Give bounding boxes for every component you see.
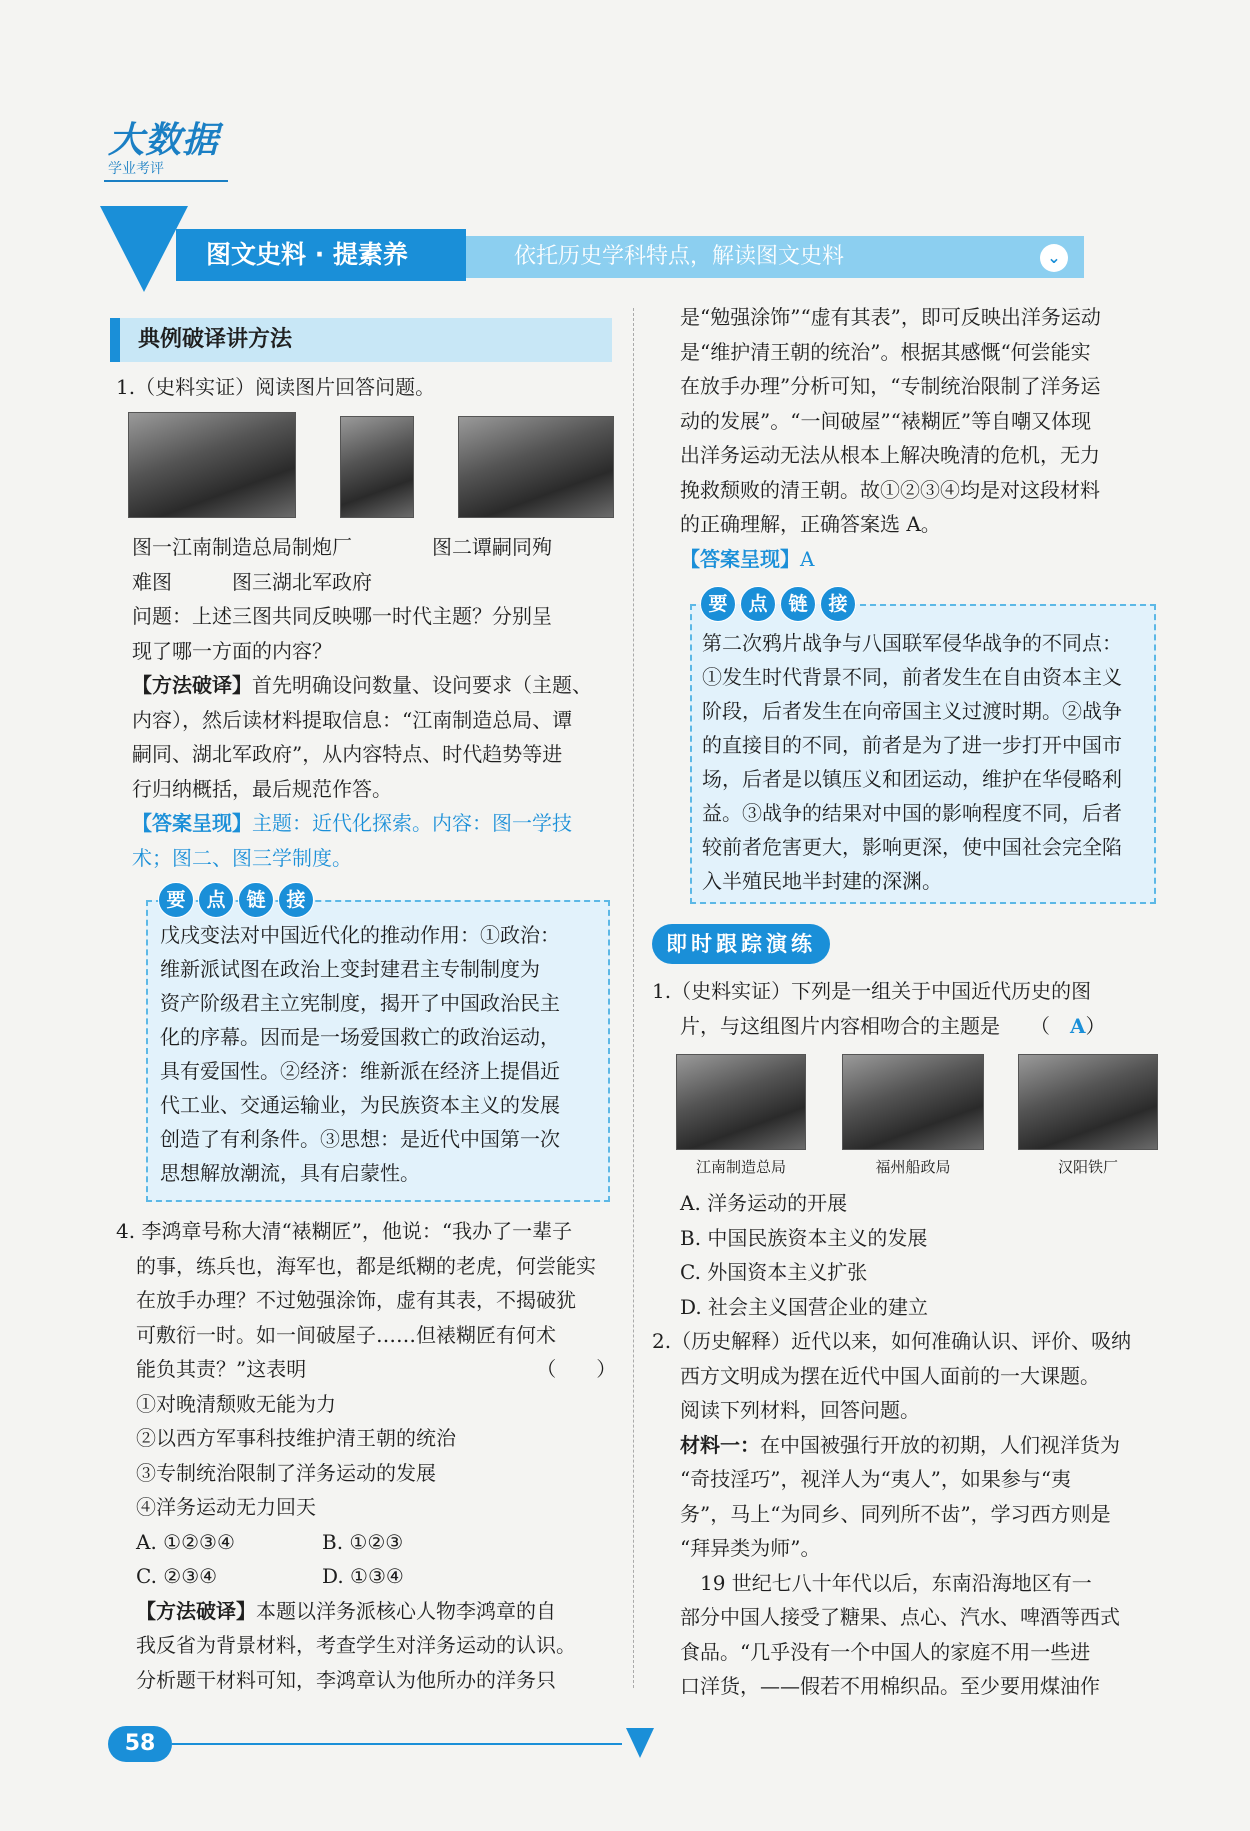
- q2-material-line: “拜异类为师”。: [680, 1536, 821, 1560]
- chevron-down-icon[interactable]: ⌄: [1040, 244, 1068, 272]
- photo-hanyang-ironworks: [1018, 1054, 1158, 1150]
- material-text: 在中国被强行开放的初期，人们视洋货为: [760, 1432, 1120, 1457]
- q2-paragraph-line: 部分中国人接受了糖果、点心、汽水、啤酒等西式: [680, 1605, 1120, 1629]
- q2-material-line: “奇技淫巧”，视洋人为“夷人”，如果参与“夷: [680, 1467, 1072, 1491]
- left-q1: [116, 370, 624, 405]
- banner-subtitle: 依托历史学科特点，解读图文史料: [466, 236, 1084, 278]
- key-point-line: 代工业、交通运输业，为民族资本主义的发展: [160, 1093, 560, 1117]
- photo-hubei-government: [458, 416, 614, 518]
- q1-stem-line: 1.（史料实证）下列是一组关于中国近代历史的图: [652, 979, 1092, 1003]
- q4-stem-line: 可敷衍一时。如一间破屋子……但裱糊匠有何术: [136, 1322, 556, 1347]
- key-point-line: 资产阶级君主立宪制度，揭开了中国政治民主: [160, 991, 560, 1015]
- answer-label: 【答案呈现】: [680, 546, 800, 571]
- key-point-line: 场，后者是以镇压义和团运动，维护在华侵略利: [702, 767, 1122, 791]
- caption-jiangnan: 江南制造总局: [695, 1158, 786, 1176]
- q1-method-line: 嗣同、湖北军政府”，从内容特点、时代趋势等进: [132, 742, 563, 766]
- q1-question-line: 现了哪一方面的内容？: [132, 638, 332, 663]
- key-point-line: ①发生时代背景不同，前者发生在自由资本主义: [702, 665, 1122, 689]
- right-q2: [652, 1324, 1174, 1704]
- q1-caption-line: 难图 图三湖北军政府: [132, 569, 372, 594]
- tag-char: 点: [740, 586, 776, 622]
- key-points-tag-2: [700, 586, 856, 622]
- q1-option-c[interactable]: C. 外国资本主义扩张: [680, 1260, 868, 1284]
- brand-logo-subtitle: 学业考评: [108, 161, 164, 177]
- key-point-line: 益。③战争的结果对中国的影响程度不同，后者: [702, 801, 1122, 825]
- q4-stem-line: 的事，练兵也，海军也，都是纸糊的老虎，何尝能实: [136, 1253, 596, 1278]
- key-point-line: 阶段，后者发生在向帝国主义过渡时期。②战争: [702, 699, 1122, 723]
- caption-hanyang: 汉阳铁厂: [1057, 1158, 1118, 1176]
- section-title-examples: 典例破译讲方法: [110, 318, 612, 362]
- brand-logo-title: 大数据: [108, 120, 220, 161]
- q4-method-line: 我反省为背景材料，考查学生对洋务运动的认识。: [136, 1633, 576, 1657]
- key-point-line: 第二次鸦片战争与八国联军侵华战争的不同点：: [702, 631, 1122, 655]
- q1-stem-line: [652, 1009, 1172, 1044]
- q1-option-b[interactable]: B. 中国民族资本主义的发展: [680, 1225, 928, 1250]
- answer-line: [680, 542, 1170, 577]
- q1-heading: 1.（史料实证）阅读图片回答问题。: [116, 375, 436, 399]
- tag-char: 接: [278, 882, 314, 918]
- q2-material-line: 务”，马上“为同乡、同列所不齿”，学习西方则是: [680, 1501, 1111, 1526]
- q2-paragraph-line: 口洋货，——假若不用棉织品。至少要用煤油作: [680, 1674, 1100, 1698]
- tag-char: 点: [198, 882, 234, 918]
- key-point-line: 的直接目的不同，前者是为了进一步打开中国市: [702, 733, 1122, 757]
- caption-fuzhou: 福州船政局: [875, 1158, 951, 1176]
- photo-tan-sitong: [340, 416, 414, 518]
- q1-stem-text: 片，与这组图片内容相吻合的主题是 （: [680, 1013, 1070, 1038]
- q4-method-line: [116, 1594, 628, 1629]
- right-q1: [652, 974, 1172, 1043]
- banner-title: 图文史料 · 提素养: [176, 229, 466, 281]
- footer-line: [172, 1743, 622, 1745]
- photo-fuzhou-navy-yard: [842, 1054, 984, 1150]
- analysis-line: 挽救颓败的清王朝。故①②③④均是对这段材料: [680, 477, 1100, 502]
- tag-char: 要: [158, 882, 194, 918]
- q2-stem-line: 2.（历史解释）近代以来，如何准确认识、评价、吸纳: [652, 1329, 1132, 1353]
- key-point-line: 入半殖民地半封建的深渊。: [702, 869, 942, 893]
- method-label: 【方法破译】: [136, 1598, 256, 1623]
- photo-jiangnan-arsenal: [128, 412, 296, 518]
- q2-stem-line: 西方文明成为摆在近代中国人面前的一大课题。: [680, 1363, 1100, 1388]
- q1-answer-line: 术；图二、图三学制度。: [132, 845, 352, 870]
- q4-choice-row: [116, 1559, 628, 1594]
- v-emblem-icon: [100, 206, 188, 292]
- key-point-line: 戊戌变法对中国近代化的推动作用：①政治：: [160, 923, 560, 947]
- q4-choice-row: [116, 1525, 628, 1560]
- tag-char: 接: [820, 586, 856, 622]
- answer-text: 主题：近代化探索。内容：图一学技: [252, 811, 572, 835]
- tag-char: 要: [700, 586, 736, 622]
- q1-option-a[interactable]: A. 洋务运动的开展: [680, 1191, 848, 1215]
- q4-choice-b[interactable]: B. ①②③: [322, 1529, 404, 1554]
- method-text: 首先明确设问数量、设问要求（主题、: [252, 673, 592, 697]
- photo-jiangnan-arsenal-2: [676, 1054, 806, 1150]
- q1-method-line: 行归纳概括，最后规范作答。: [132, 776, 392, 801]
- logo-underline: [104, 180, 228, 182]
- key-point-line: 思想解放潮流，具有启蒙性。: [160, 1161, 420, 1185]
- q4-stem-line: 能负其责？”这表明 （ ）: [136, 1357, 617, 1381]
- answer-label: 【答案呈现】: [132, 811, 252, 835]
- q4-option: ③专制统治限制了洋务运动的发展: [136, 1460, 436, 1485]
- key-point-line: 较前者危害更大，影响更深，使中国社会完全陷: [702, 835, 1122, 859]
- q1-option-d[interactable]: D. 社会主义国营企业的建立: [680, 1294, 929, 1319]
- analysis-line: 是“维护清王朝的统治”。根据其感慨“何尝能实: [680, 339, 1091, 364]
- analysis-line: 出洋务运动无法从根本上解决晚清的危机，无力: [680, 443, 1100, 467]
- q1-method-line: [132, 668, 632, 703]
- q4-choice-a[interactable]: A. ①②③④: [136, 1529, 235, 1554]
- q1-caption-line: 图一江南制造总局制炮厂 图二谭嗣同殉: [132, 535, 552, 559]
- q1-close-paren: ）: [1085, 1013, 1106, 1038]
- q4-option: ④洋务运动无力回天: [136, 1495, 316, 1519]
- method-label: 【方法破译】: [132, 673, 252, 697]
- page-number: 58: [108, 1726, 172, 1762]
- q4-method-line: 分析题干材料可知，李鸿章认为他所办的洋务只: [136, 1667, 556, 1692]
- q4-stem-line: 4. 李鸿章号称大清“裱糊匠”，他说：“我办了一辈子: [116, 1219, 573, 1243]
- q4-stem-line: 在放手办理？不过勉强涂饰，虚有其表，不揭破犹: [136, 1288, 576, 1312]
- q1-method-line: 内容），然后读材料提取信息：“江南制造总局、谭: [132, 707, 573, 732]
- key-point-line: 创造了有利条件。③思想：是近代中国第一次: [160, 1127, 560, 1151]
- material-label: 材料一：: [680, 1432, 760, 1457]
- analysis-line: 的正确理解，正确答案选 A。: [680, 512, 941, 536]
- q2-material-line: [652, 1428, 1174, 1463]
- q1-answer: A: [1070, 1013, 1086, 1038]
- key-point-line: 化的序幕。因而是一场爱国救亡的政治运动，: [160, 1025, 560, 1049]
- q4-choice-c[interactable]: C. ②③④: [136, 1564, 218, 1588]
- key-points-box-2: [690, 604, 1156, 904]
- key-points-tag-1: [158, 882, 314, 918]
- analysis-line: 是“勉强涂饰”“虚有其表”，即可反映出洋务运动: [680, 305, 1101, 329]
- tag-char: 链: [780, 586, 816, 622]
- analysis-line: 动的发展”。“一间破屋”“裱糊匠”等自嘲又体现: [680, 408, 1092, 433]
- right-continuation: [680, 300, 1170, 576]
- q1-question-line: 问题：上述三图共同反映哪一时代主题？分别呈: [132, 604, 552, 628]
- q4-option: ①对晚清颓败无能为力: [136, 1391, 336, 1416]
- q2-stem-line: 阅读下列材料，回答问题。: [680, 1398, 920, 1422]
- key-point-line: 维新派试图在政治上变封建君主专制制度为: [160, 957, 540, 981]
- method-text: 本题以洋务派核心人物李鸿章的自: [256, 1598, 556, 1623]
- key-points-box-1: [146, 900, 610, 1202]
- q4-option: ②以西方军事科技维护清王朝的统治: [136, 1426, 456, 1450]
- left-q4: [116, 1214, 628, 1697]
- key-point-line: 具有爱国性。②经济：维新派在经济上提倡近: [160, 1059, 560, 1083]
- footer-v-icon: [626, 1728, 654, 1758]
- analysis-line: 在放手办理”分析可知，“专制统治限制了洋务运: [680, 374, 1101, 398]
- q2-paragraph-line: 食品。“几乎没有一个中国人的家庭不用一些进: [680, 1639, 1091, 1664]
- q2-paragraph-line: 19 世纪七八十年代以后，东南沿海地区有一: [680, 1570, 1092, 1595]
- column-divider: [633, 308, 634, 1688]
- q1-body: [132, 530, 632, 875]
- section-title-practice: 即时跟踪演练: [652, 924, 830, 964]
- answer-value: A: [800, 546, 815, 571]
- right-q1-options: [680, 1186, 1170, 1324]
- tag-char: 链: [238, 882, 274, 918]
- q4-choice-d[interactable]: D. ①③④: [322, 1564, 404, 1588]
- q1-answer-line: [132, 806, 632, 841]
